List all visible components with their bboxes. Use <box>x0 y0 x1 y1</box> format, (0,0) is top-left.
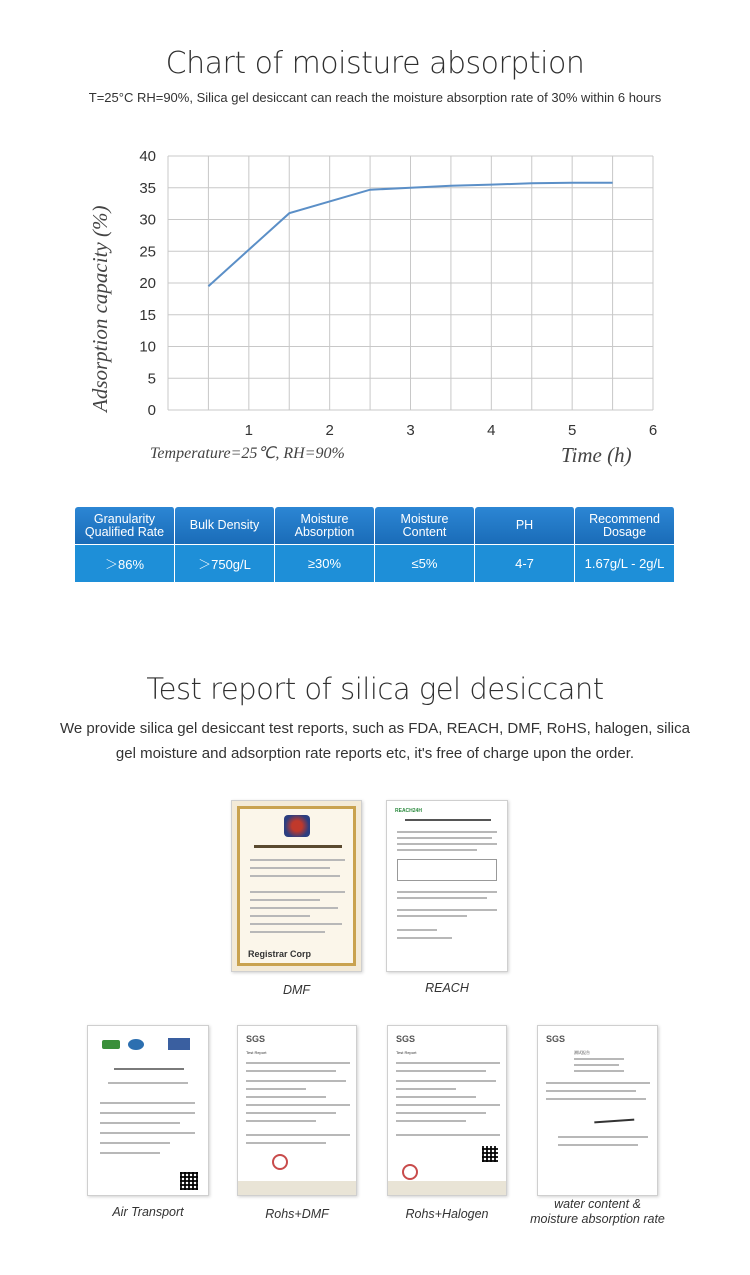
chart-title: Chart of moisture absorption <box>165 46 585 81</box>
y-tick-label: 10 <box>139 338 156 356</box>
qr-code-icon <box>482 1146 498 1162</box>
cert-caption-air-transport: Air Transport <box>112 1205 184 1219</box>
y-tick-labels <box>139 148 156 419</box>
report-title: Test report of silica gel desiccant <box>146 672 604 706</box>
spec-value-row <box>75 544 675 582</box>
spec-header-row <box>75 507 675 544</box>
y-axis-label: Adsorption capacity (%) <box>88 205 112 412</box>
cert-caption-reach: REACH <box>425 981 469 995</box>
chart-grid <box>168 156 653 410</box>
water-content-report-image: SGS 测试报告 <box>537 1025 658 1196</box>
x-tick-label: 3 <box>406 422 415 439</box>
y-tick-label: 5 <box>147 370 156 388</box>
x-axis-label: Time (h) <box>561 443 632 467</box>
y-tick-label: 30 <box>139 211 156 229</box>
spec-header-cell: Bulk Density <box>175 507 275 544</box>
spec-header-cell: Granularity Qualified Rate <box>75 507 175 544</box>
cert-caption-rohs-halogen: Rohs+Halogen <box>405 1207 489 1221</box>
spec-header-cell: PH <box>475 507 575 544</box>
qr-code-icon <box>180 1172 198 1190</box>
y-tick-label: 15 <box>139 306 156 324</box>
report-description: We provide silica gel desiccant test reports, such as FDA, REACH, DMF, RoHS, halogen, silica gel moisture and adsorption rate reports etc, it's free of charge upon the order. <box>60 720 690 762</box>
spec-value-cell: 4-7 <box>475 545 575 582</box>
y-tick-label: 40 <box>139 148 156 165</box>
spec-header-cell: Moisture Content <box>375 507 475 544</box>
spec-header-cell: Moisture Absorption <box>275 507 375 544</box>
x-tick-label: 4 <box>487 422 496 439</box>
x-tick-label: 6 <box>648 422 658 439</box>
rohs-halogen-report-image: SGS Test Report <box>387 1025 507 1196</box>
y-tick-label: 35 <box>139 179 156 197</box>
spec-value-cell: ≤5% <box>375 545 475 582</box>
x-tick-label: 1 <box>244 422 254 439</box>
x-tick-label: 5 <box>567 422 577 439</box>
spec-value-cell: ＞86% <box>75 545 175 582</box>
y-tick-label: 25 <box>139 243 156 261</box>
eagle-emblem-icon <box>284 815 310 837</box>
x-tick-label: 2 <box>325 422 334 439</box>
dmf-certificate-image: Registrar Corp <box>231 800 362 972</box>
chart-subtitle: T=25°C RH=90%, Silica gel desiccant can reach the moisture absorption rate of 30% within 6 hours <box>88 90 662 105</box>
y-tick-label: 0 <box>147 402 156 419</box>
cert-caption-rohs-dmf: Rohs+DMF <box>265 1207 329 1221</box>
rohs-dmf-report-image: SGS Test Report <box>237 1025 357 1196</box>
x-tick-labels <box>245 422 658 439</box>
chart-annotation: Temperature=25℃, RH=90% <box>150 445 345 462</box>
air-transport-report-image <box>87 1025 209 1196</box>
cert-caption-dmf: DMF <box>282 983 311 997</box>
spec-header-cell: Recommend Dosage <box>575 507 675 544</box>
spec-table <box>75 507 675 582</box>
moisture-absorption-chart <box>0 130 750 475</box>
reach-certificate-image: REACH24H <box>386 800 508 972</box>
y-tick-label: 20 <box>139 275 156 292</box>
spec-value-cell: 1.67g/L - 2g/L <box>575 545 675 582</box>
spec-value-cell: ＞750g/L <box>175 545 275 582</box>
cert-caption-water-content: water content & moisture absorption rate <box>530 1197 665 1226</box>
spec-value-cell: ≥30% <box>275 545 375 582</box>
